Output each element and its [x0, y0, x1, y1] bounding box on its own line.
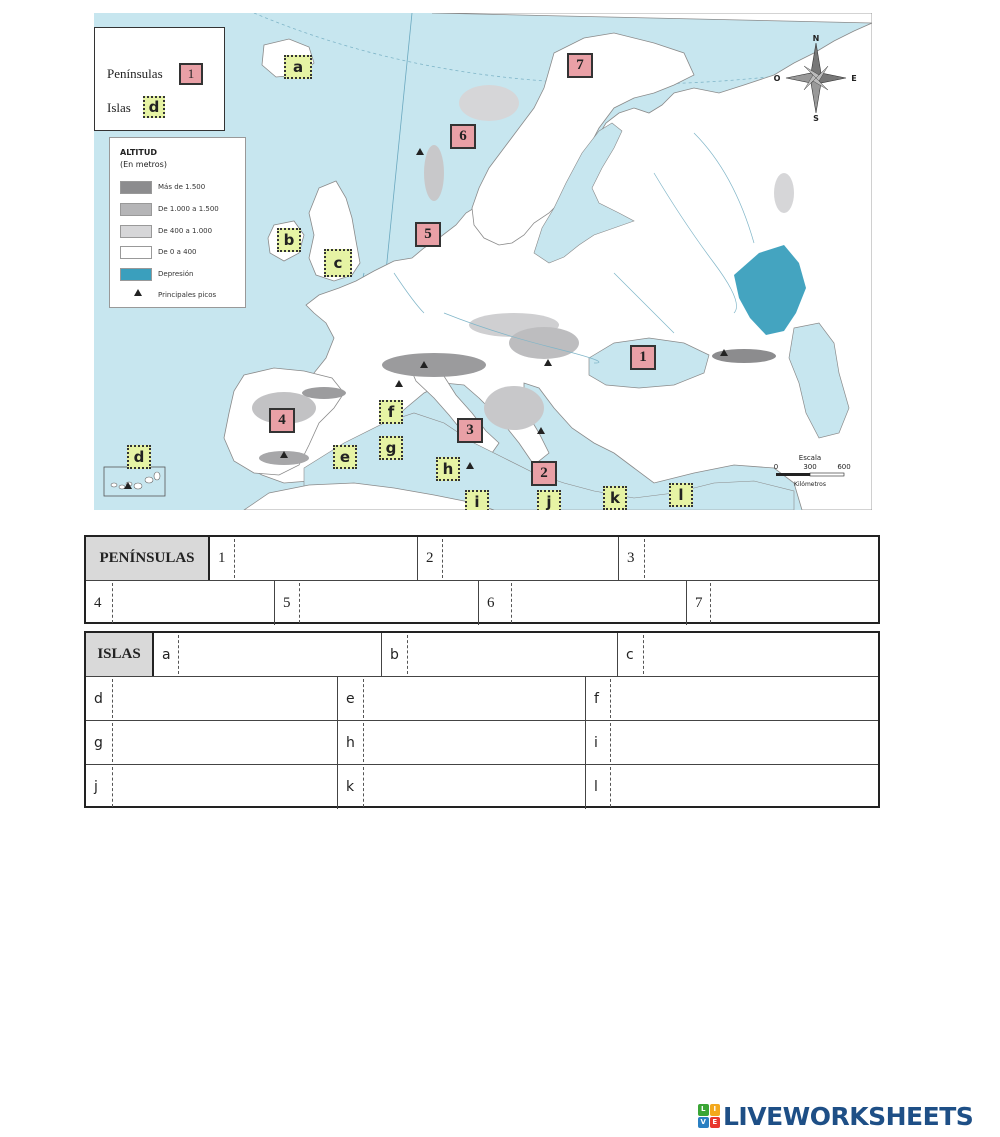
brand-text: LIVEWORKSHEETS — [723, 1101, 974, 1131]
table-row — [86, 633, 878, 677]
island-answer-b[interactable] — [408, 633, 617, 676]
altitude-swatch — [120, 246, 152, 259]
altitude-legend — [109, 137, 246, 308]
peninsula-number: 1 — [218, 550, 226, 566]
island-answer-c[interactable] — [644, 633, 878, 676]
island-answer-k[interactable] — [364, 765, 585, 809]
peninsula-number: 6 — [487, 594, 495, 611]
liveworksheets-logo-icon — [698, 1104, 720, 1128]
europe-relief-map — [94, 13, 872, 510]
island-cell-i — [585, 721, 878, 764]
peninsula-answer-2[interactable] — [443, 537, 618, 580]
island-marker-a[interactable]: a — [284, 55, 312, 79]
peninsula-number: 7 — [695, 594, 703, 611]
island-letter: l — [594, 779, 598, 795]
altitude-label: De 1.000 a 1.500 — [158, 205, 219, 213]
island-letter: e — [346, 690, 355, 707]
logo-letter: E — [710, 1117, 721, 1129]
island-answer-i[interactable] — [611, 721, 878, 764]
altitude-swatch — [120, 225, 152, 238]
peninsula-cell-6 — [478, 581, 686, 625]
island-answer-d[interactable] — [113, 677, 337, 720]
altitude-label: Depresión — [158, 270, 194, 278]
island-letter: d — [94, 690, 103, 707]
logo-letter: I — [710, 1104, 721, 1116]
island-answer-h[interactable] — [364, 721, 585, 764]
table-row — [86, 537, 878, 581]
islands-header: ISLAS — [86, 633, 154, 676]
island-answer-j[interactable] — [113, 765, 337, 809]
legend-islands-label: Islas — [107, 100, 131, 115]
altitude-label: Principales picos — [158, 291, 217, 299]
island-cell-c — [617, 633, 878, 676]
scale-title: Escala — [798, 454, 822, 462]
island-letter: k — [346, 779, 355, 795]
island-cell-g — [86, 721, 337, 764]
liveworksheets-brand[interactable] — [698, 1101, 973, 1131]
peninsula-number: 4 — [94, 594, 102, 611]
peninsula-answer-1[interactable] — [235, 537, 417, 580]
peninsula-answer-7[interactable] — [711, 581, 878, 625]
island-marker-i[interactable]: i — [465, 490, 489, 510]
island-marker-e[interactable]: e — [333, 445, 357, 469]
scale-bar — [770, 453, 860, 493]
table-row — [86, 581, 878, 625]
island-cell-a — [154, 633, 381, 676]
island-marker-c[interactable]: c — [324, 249, 352, 277]
altitude-swatch — [120, 268, 152, 281]
peninsula-number: 2 — [426, 550, 434, 566]
island-letter: j — [94, 779, 98, 795]
altitude-subtitle: (En metros) — [120, 160, 167, 169]
scale-tick: 0 — [773, 463, 779, 471]
compass-n: N — [812, 35, 820, 43]
peninsula-marker-2[interactable]: 2 — [531, 461, 557, 486]
island-answer-g[interactable] — [113, 721, 337, 764]
altitude-label: De 0 a 400 — [158, 248, 197, 256]
island-answer-e[interactable] — [364, 677, 585, 720]
island-answer-l[interactable] — [611, 765, 878, 809]
island-marker-d[interactable]: d — [127, 445, 151, 469]
compass-e: E — [851, 74, 857, 83]
table-row — [86, 721, 878, 765]
island-letter: f — [594, 690, 599, 707]
peak-icon — [134, 289, 142, 296]
island-marker-l[interactable]: l — [669, 483, 693, 507]
peninsula-marker-6[interactable]: 6 — [450, 124, 476, 149]
peninsula-cell-2 — [417, 537, 618, 580]
compass-rose — [766, 35, 866, 121]
island-marker-g[interactable]: g — [379, 436, 403, 460]
island-cell-l — [585, 765, 878, 809]
island-cell-e — [337, 677, 585, 720]
peninsula-cell-7 — [686, 581, 878, 625]
peninsula-marker-4[interactable]: 4 — [269, 408, 295, 433]
island-cell-k — [337, 765, 585, 809]
islands-table — [84, 631, 880, 808]
altitude-swatch — [120, 181, 152, 194]
canary-islands-inset — [104, 467, 165, 496]
island-marker-j[interactable]: j — [537, 490, 561, 510]
peninsula-answer-5[interactable] — [300, 581, 478, 625]
logo-letter: V — [698, 1117, 709, 1129]
altitude-title: ALTITUD — [120, 148, 157, 157]
island-marker-h[interactable]: h — [436, 457, 460, 481]
scale-unit: Kilómetros — [794, 481, 826, 488]
peninsula-cell-4 — [86, 581, 274, 625]
island-cell-j — [86, 765, 337, 809]
table-row — [86, 765, 878, 809]
peninsula-answer-4[interactable] — [113, 581, 274, 625]
peninsula-answer-3[interactable] — [645, 537, 878, 580]
peninsulas-table — [84, 535, 880, 624]
island-letter: c — [626, 646, 634, 663]
legend-peninsulas-suffix: s — [157, 66, 163, 81]
legend-island-marker: d — [143, 96, 165, 118]
peninsulas-header: PENÍNSULAS — [86, 537, 210, 580]
altitude-label: Más de 1.500 — [158, 183, 206, 191]
peninsula-number: 3 — [627, 550, 635, 566]
legend-peninsulas — [107, 66, 163, 82]
island-cell-h — [337, 721, 585, 764]
peninsula-marker-3[interactable]: 3 — [457, 418, 483, 443]
marker-legend — [94, 27, 225, 131]
compass-icon — [766, 35, 866, 121]
island-cell-b — [381, 633, 617, 676]
island-letter: g — [94, 734, 103, 751]
island-cell-f — [585, 677, 878, 720]
island-answer-a[interactable] — [179, 633, 381, 676]
island-cell-d — [86, 677, 337, 720]
peninsula-marker-7[interactable]: 7 — [567, 53, 593, 78]
peninsula-answer-6[interactable] — [512, 581, 686, 625]
legend-peninsula-marker: 1 — [179, 63, 203, 85]
island-answer-f[interactable] — [611, 677, 878, 720]
peninsula-cell-3 — [618, 537, 878, 580]
peninsula-number: 5 — [283, 594, 291, 611]
altitude-label: De 400 a 1.000 — [158, 227, 213, 235]
scale-tick: 600 — [837, 463, 851, 471]
logo-letter: L — [698, 1104, 709, 1116]
island-letter: a — [162, 646, 171, 663]
island-letter: h — [346, 734, 355, 751]
island-marker-b[interactable]: b — [277, 228, 301, 252]
island-letter: b — [390, 646, 399, 663]
scale-tick: 300 — [803, 463, 817, 471]
scale-graphic — [770, 453, 860, 493]
island-marker-f[interactable]: f — [379, 400, 403, 424]
island-letter: i — [594, 734, 598, 751]
compass-s: S — [813, 114, 819, 121]
island-marker-k[interactable]: k — [603, 486, 627, 510]
table-row — [86, 677, 878, 721]
peninsula-marker-5[interactable]: 5 — [415, 222, 441, 247]
altitude-swatch — [120, 203, 152, 216]
legend-peninsulas-label: Península — [107, 66, 158, 81]
peninsula-cell-1 — [210, 537, 417, 580]
peninsula-cell-5 — [274, 581, 478, 625]
compass-o: O — [773, 74, 781, 83]
peninsula-marker-1[interactable]: 1 — [630, 345, 656, 370]
